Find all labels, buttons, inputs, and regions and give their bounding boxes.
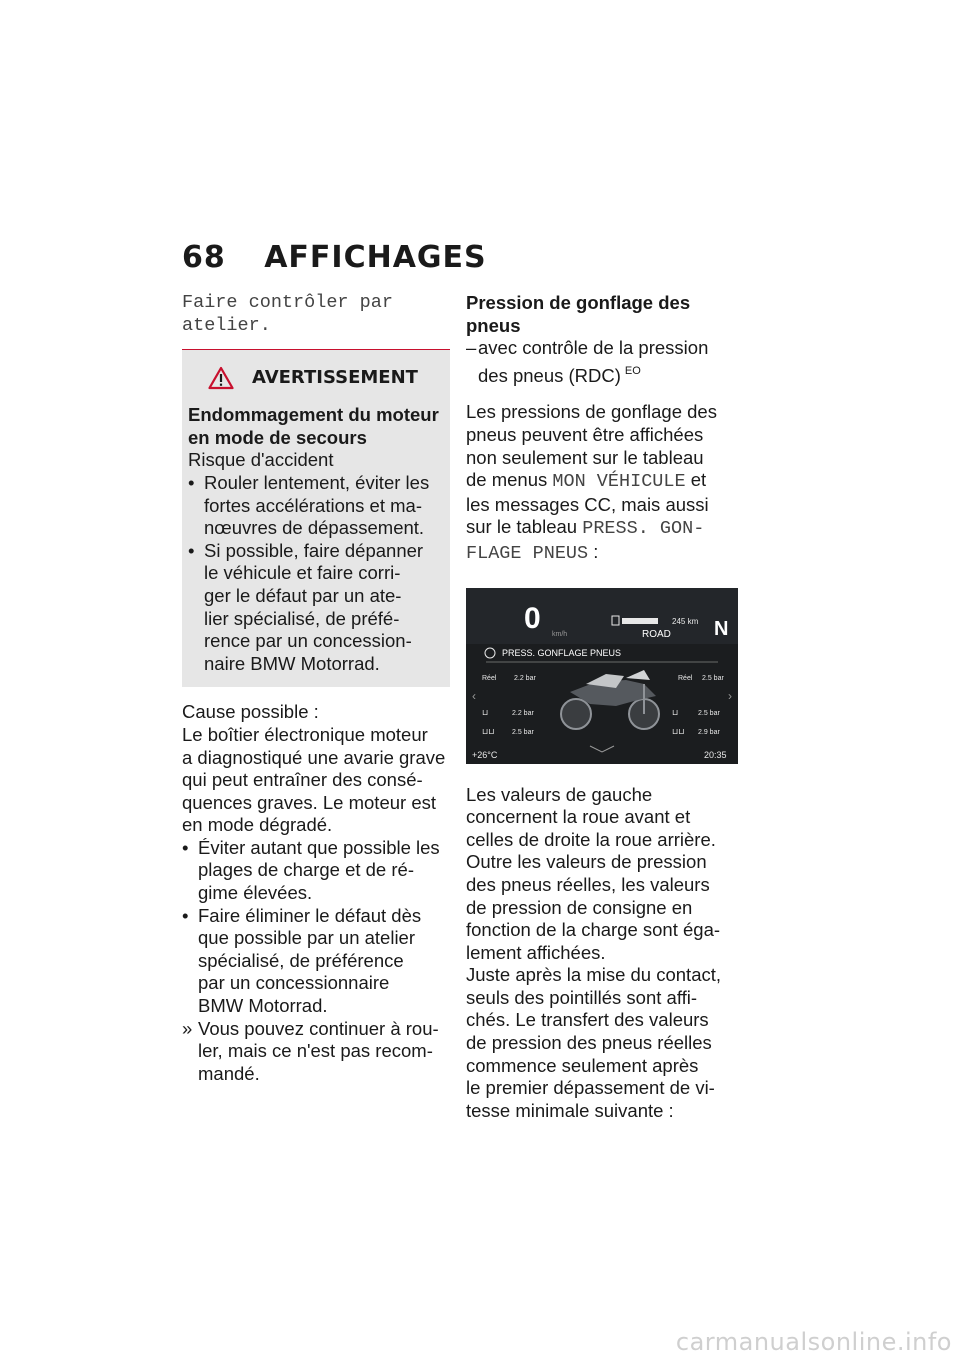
action-mark: •	[182, 904, 189, 926]
option-superscript: EO	[624, 364, 641, 377]
explanation-line: seuls des pointillés sont affi-	[466, 986, 698, 1008]
watermark[interactable]: carmanualsonline.info	[675, 1328, 952, 1356]
action-mark: •	[182, 836, 189, 858]
speed-unit: km/h	[552, 630, 568, 638]
load-icon: ⊔	[672, 707, 679, 717]
equipment-line-2	[478, 360, 738, 388]
equipment-line: des pneus (RDC)	[478, 364, 621, 386]
cause-line: en mode dégradé.	[182, 814, 333, 836]
warning-bullets	[188, 472, 444, 675]
bullet-mark: •	[188, 471, 195, 493]
explanation-line: Les valeurs de gauche	[466, 783, 653, 805]
action-line: Faire éliminer le défaut dès	[198, 904, 422, 926]
ambient-temperature: +26°C	[472, 749, 498, 760]
menu-title: PRESS. GONFLAGE PNEUS	[502, 647, 622, 658]
clock-time: 20:35	[704, 749, 727, 760]
mono-message	[182, 292, 450, 337]
chevron-right-icon: ›	[728, 688, 732, 703]
right-column	[466, 292, 738, 1122]
action-line: ler, mais ce n'est pas recom-	[198, 1040, 433, 1062]
bullet-line: naire BMW Motorrad.	[204, 652, 380, 674]
dash-mark: –	[466, 337, 477, 359]
action-item	[182, 837, 450, 905]
action-line: par un concessionnaire	[198, 972, 390, 994]
bullet-line: Si possible, faire dépanner	[204, 539, 424, 561]
right-target-1: 2.5 bar	[698, 709, 720, 717]
chevron-left-icon: ‹	[472, 688, 476, 703]
cause-line: qui peut entraîner des consé-	[182, 769, 423, 791]
section-heading	[466, 292, 738, 337]
bullet-line: nœuvres de dépassement.	[204, 517, 425, 539]
section-title: AFFICHAGES	[264, 240, 487, 275]
warning-box	[182, 350, 450, 687]
explanation-line: lement affichées.	[466, 941, 606, 963]
bullet-line: fortes accélérations et ma-	[204, 494, 422, 516]
explanation-line: tesse minimale suivante :	[466, 1099, 674, 1121]
action-line: Éviter autant que possible les	[198, 836, 440, 858]
cause-line: a diagnostiqué une avarie grave	[182, 746, 446, 768]
right-target-2: 2.9 bar	[698, 728, 720, 736]
intro-line	[466, 541, 738, 566]
bullet-line: le véhicule et faire corri-	[204, 562, 401, 584]
explanation-paragraph	[466, 784, 738, 1123]
bullet-line: Rouler lentement, éviter les	[204, 471, 430, 493]
section-heading-line: pneus	[466, 314, 521, 336]
right-actual: 2.5 bar	[702, 674, 724, 682]
intro-text: de menus	[466, 469, 553, 491]
load-full-icon: ⊔⊔	[672, 726, 685, 736]
menu-name: FLAGE PNEUS	[466, 542, 589, 564]
explanation-line: fonction de la charge sont éga-	[466, 919, 721, 941]
warning-heading-line: en mode de secours	[188, 426, 367, 448]
left-column	[182, 292, 450, 1085]
intro-line: Les pressions de gonflage des	[466, 401, 717, 423]
screen-top-band	[466, 588, 738, 644]
gear-indicator: N	[714, 617, 729, 640]
equipment-line: avec contrôle de la pression	[478, 337, 709, 359]
range-value: 245 km	[672, 616, 699, 626]
cause-line: quences graves. Le moteur est	[182, 791, 437, 813]
explanation-line: Outre les valeurs de pression	[466, 851, 707, 873]
warning-risk: Risque d'accident	[188, 449, 334, 471]
bullet-mark: •	[188, 539, 195, 561]
load-full-icon: ⊔⊔	[482, 726, 495, 736]
menu-name: MON VÉHICULE	[552, 471, 686, 493]
riding-mode: ROAD	[642, 628, 671, 640]
load-icon: ⊔	[482, 707, 489, 717]
warning-heading	[188, 404, 444, 449]
action-line: que possible par un atelier	[198, 927, 416, 949]
explanation-line: celles de droite la roue arrière.	[466, 828, 716, 850]
action-line: gime élevées.	[198, 882, 313, 904]
left-actual: 2.2 bar	[514, 674, 536, 682]
action-mark: »	[182, 1017, 193, 1039]
page-number: 68	[182, 240, 226, 275]
warning-bullet	[188, 472, 444, 540]
warning-triangle-icon	[208, 366, 234, 390]
intro-text: sur le tableau	[466, 516, 583, 538]
menu-name: PRESS. GON-	[582, 518, 705, 540]
intro-line	[466, 516, 738, 541]
cause-text	[182, 724, 450, 837]
right-label: Réel	[678, 674, 693, 682]
bullet-line: lier spécialisé, de préfé-	[204, 607, 400, 629]
warning-heading-line: Endommagement du moteur	[188, 404, 439, 426]
page-header	[182, 240, 487, 275]
action-line: mandé.	[198, 1062, 260, 1084]
intro-paragraph	[466, 401, 738, 565]
fuel-bar	[622, 618, 658, 624]
equipment-note	[466, 337, 738, 387]
tft-display-image	[466, 588, 738, 764]
intro-text: et	[685, 469, 707, 491]
action-line: BMW Motorrad.	[198, 995, 328, 1017]
explanation-line: chés. Le transfert des valeurs	[466, 1009, 709, 1031]
warning-label: AVERTISSEMENT	[252, 366, 418, 388]
mono-line: atelier.	[182, 314, 271, 336]
left-label: Réel	[482, 674, 497, 682]
explanation-line: de pression de consigne en	[466, 896, 693, 918]
cause-line: Le boîtier électronique moteur	[182, 723, 428, 745]
mono-line: Faire contrôler par	[182, 292, 393, 313]
explanation-line: Juste après la mise du contact,	[466, 964, 722, 986]
left-target-2: 2.5 bar	[512, 728, 534, 736]
action-line: Vous pouvez continuer à rou-	[198, 1017, 439, 1039]
action-line: plages de charge et de ré-	[198, 859, 414, 881]
warning-header	[208, 366, 444, 390]
bullet-line: rence par un concession-	[204, 630, 412, 652]
intro-line: pneus peuvent être affichées	[466, 423, 704, 445]
action-line: spécialisé, de préférence	[198, 949, 404, 971]
explanation-line: le premier dépassement de vi-	[466, 1077, 715, 1099]
warning-bullet	[188, 540, 444, 676]
action-item	[182, 1018, 450, 1086]
intro-line	[466, 469, 738, 494]
explanation-line: des pneus réelles, les valeurs	[466, 873, 710, 895]
explanation-line: concernent la roue avant et	[466, 806, 691, 828]
explanation-line: commence seulement après	[466, 1054, 699, 1076]
intro-text: :	[588, 540, 599, 562]
section-heading-line: Pression de gonflage des	[466, 292, 691, 313]
left-target-1: 2.2 bar	[512, 709, 534, 717]
intro-line: les messages CC, mais aussi	[466, 493, 709, 515]
cause-label: Cause possible :	[182, 701, 319, 723]
action-item	[182, 905, 450, 1018]
action-list	[182, 837, 450, 1086]
bullet-line: ger le défaut par un ate-	[204, 584, 402, 606]
intro-line: non seulement sur le tableau	[466, 446, 704, 468]
speed-value: 0	[524, 601, 541, 635]
explanation-line: de pression des pneus réelles	[466, 1032, 712, 1054]
